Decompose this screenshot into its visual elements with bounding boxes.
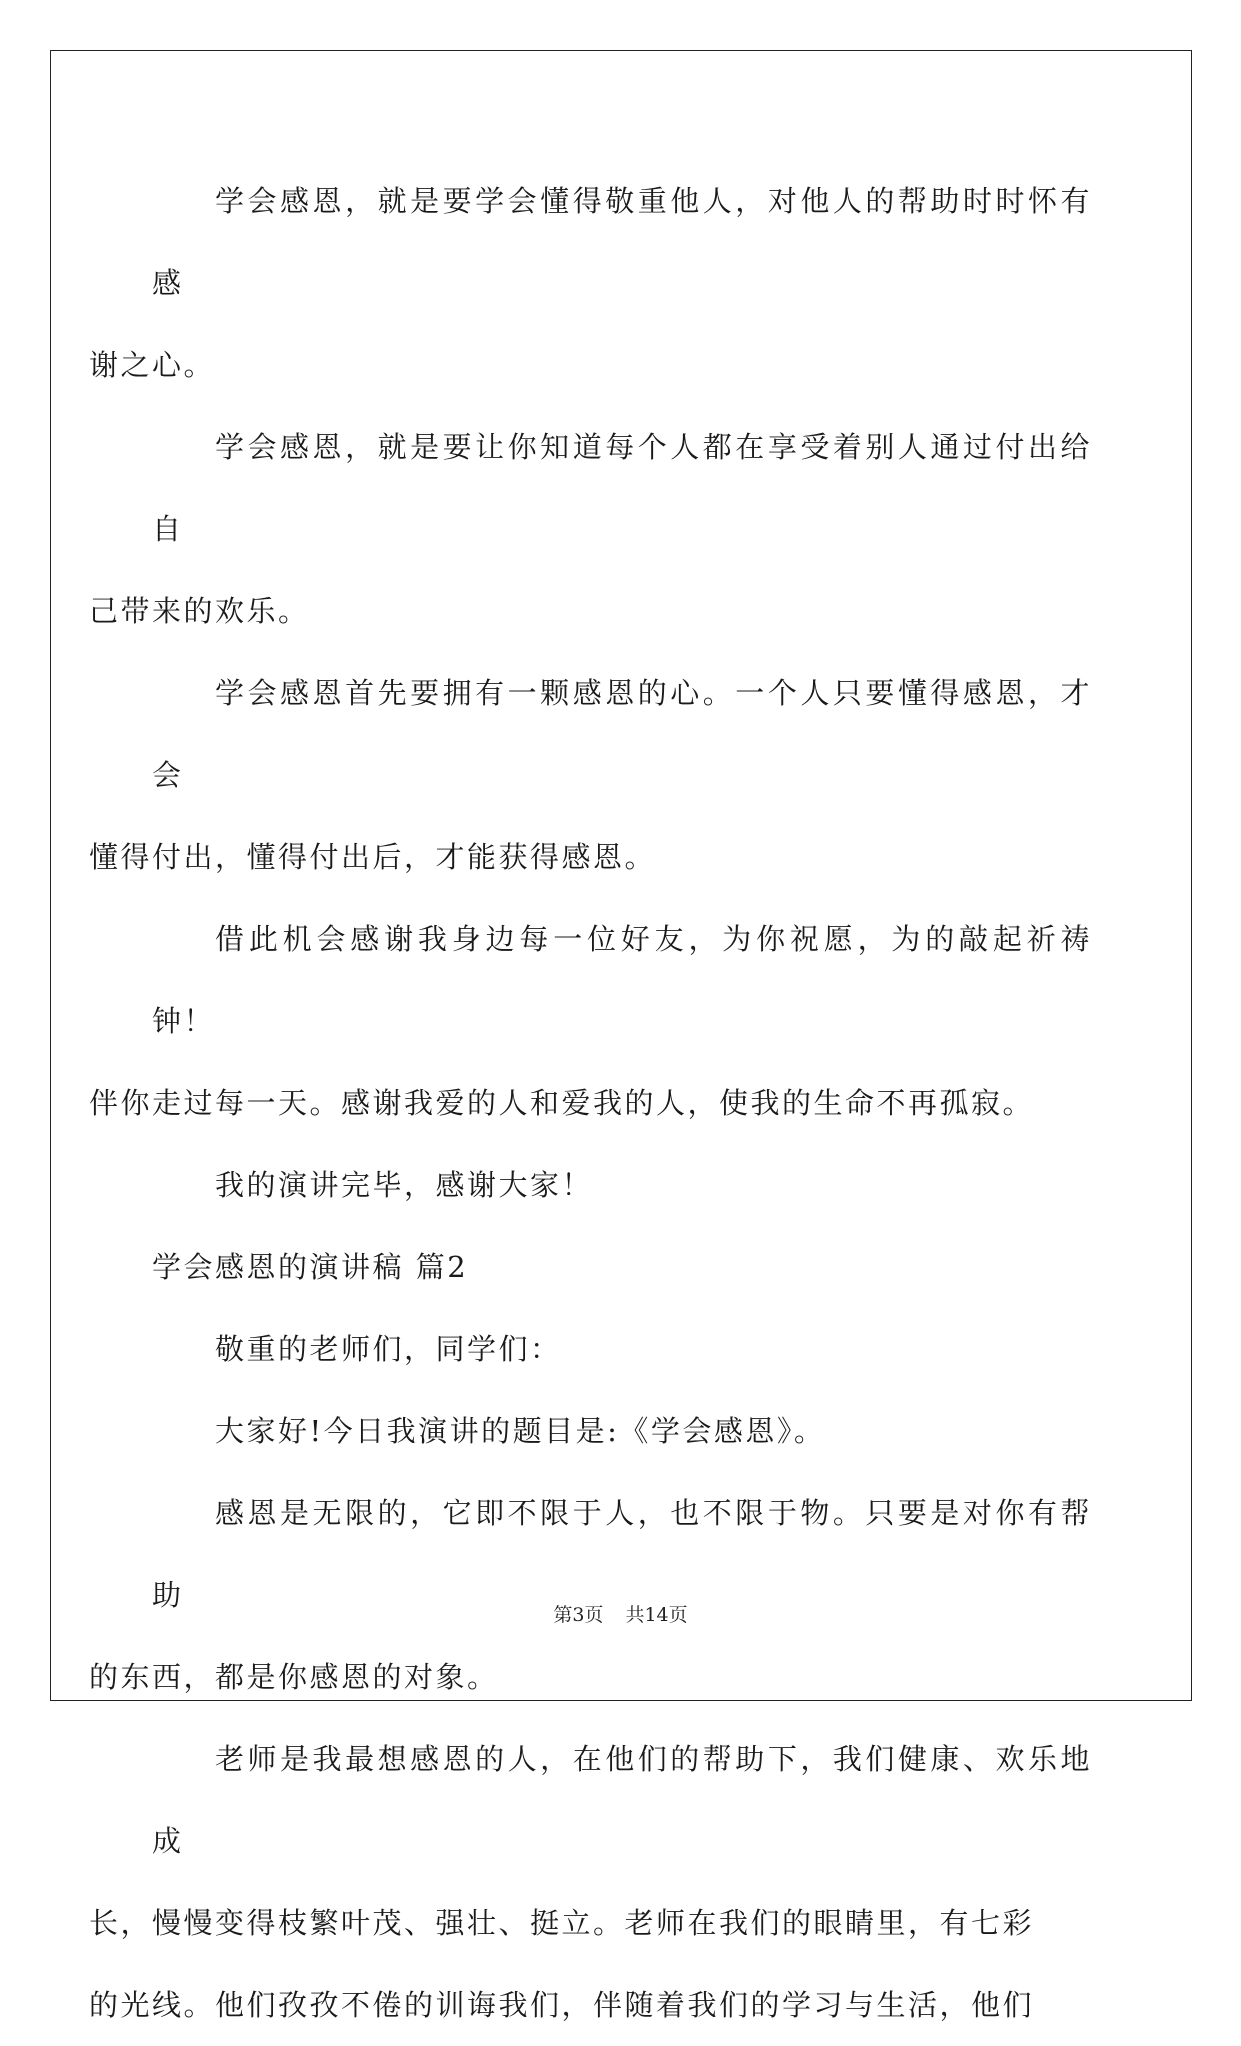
paragraph bbox=[89, 1718, 1092, 2046]
page-footer bbox=[0, 1600, 1241, 1627]
text-line: 感恩是无限的，它即不限于人，也不限于物。只要是对你有帮助 bbox=[152, 1496, 1092, 1612]
text-line: 老师是我最想感恩的人，在他们的帮助下，我们健康、欢乐地成 bbox=[152, 1742, 1092, 1858]
section-heading: 学会感恩的演讲稿 篇2 bbox=[152, 1250, 469, 1284]
text-line: 大家好!今日我演讲的题目是:《学会感恩》。 bbox=[215, 1414, 826, 1448]
text-line: 的东西，都是你感恩的对象。 bbox=[89, 1660, 499, 1694]
text-line: 懂得付出，懂得付出后，才能获得感恩。 bbox=[89, 840, 657, 874]
text-line: 学会感恩，就是要让你知道每个人都在享受着别人通过付出给自 bbox=[152, 430, 1092, 546]
page-total: 共14页 bbox=[625, 1604, 688, 1626]
paragraph bbox=[89, 406, 1092, 652]
text-line: 长，慢慢变得枝繁叶茂、强壮、挺立。老师在我们的眼睛里，有七彩 bbox=[89, 1906, 1035, 1940]
text-line: 借此机会感谢我身边每一位好友，为你祝愿，为的敲起祈祷钟！ bbox=[152, 922, 1092, 1038]
paragraph bbox=[89, 652, 1092, 898]
text-line: 学会感恩，就是要学会懂得敬重他人，对他人的帮助时时怀有感 bbox=[152, 184, 1092, 300]
text-line: 我的演讲完毕，感谢大家！ bbox=[215, 1168, 594, 1202]
text-line: 己带来的欢乐。 bbox=[89, 594, 310, 628]
paragraph bbox=[89, 160, 1092, 406]
document-body bbox=[89, 160, 1092, 2046]
text-line: 谢之心。 bbox=[89, 348, 216, 382]
paragraph bbox=[152, 1390, 1092, 1472]
paragraph bbox=[89, 1472, 1092, 1718]
page-number: 第3页 bbox=[553, 1604, 604, 1626]
text-line: 学会感恩首先要拥有一颗感恩的心。一个人只要懂得感恩，才会 bbox=[152, 676, 1092, 792]
paragraph bbox=[152, 1308, 1092, 1390]
text-line: 伴你走过每一天。感谢我爱的人和爱我的人，使我的生命不再孤寂。 bbox=[89, 1086, 1035, 1120]
paragraph bbox=[89, 898, 1092, 1144]
text-line: 敬重的老师们，同学们： bbox=[215, 1332, 562, 1366]
paragraph bbox=[152, 1144, 1092, 1226]
text-line: 的光线。他们孜孜不倦的训诲我们，伴随着我们的学习与生活，他们 bbox=[89, 1988, 1035, 2022]
